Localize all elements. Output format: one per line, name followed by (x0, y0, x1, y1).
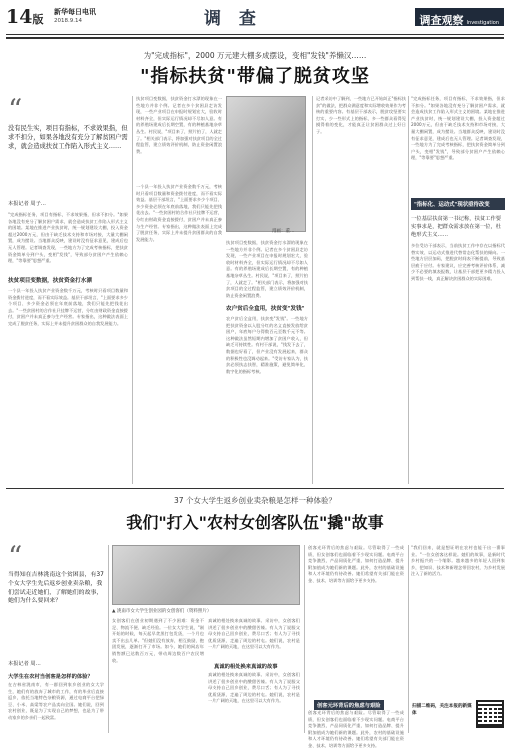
story1-lead-text: 没有民生实，项目有指标，不求效果指，但求不扣分，如果各地没有充分了解贫困户需求，就会造成扶贫工作陷入形式主义…… (8, 125, 128, 150)
quote-mark-icon: “ (8, 93, 23, 126)
sidebar-title: "指标化、运动式"现状亟待改变 (411, 198, 505, 210)
sidebar-lead: 一位基层扶贫第一书记称，扶贫工作要实事求是，把群众需求放在第一位，杜绝形式主义…… (411, 216, 502, 238)
story1-subtitle: 为"完成指标"，2000 万元建大棚多成摆设，变相"发钱"养懒汉…… (143, 51, 367, 60)
story1-subhead-1: 扶贫项目变数据，扶贫资金打水漂 (8, 278, 92, 284)
story1-column-2b: 一个县一年投入扶贫产业资金数千万元，考核时只看项目数量和资金拨付进度，而不看实际效益。基层干部坦言，"上面要求多少个项目、多少资金必须在年底前落地，我们只能先把钱花出去。"一些贫困村的合作社只挂牌不运营，分红由财政资金直接拨付，贫困户并未真正参与生产经营。专家指出，这种做法表面上完成了脱贫任务，实际上并未提升贫困群众的自我发展能力。 (136, 184, 222, 242)
story2-box-1: 大学生在农村当创客是怎样的体验？ (8, 674, 93, 680)
masthead-rule-thick (6, 37, 504, 39)
story-divider (6, 488, 504, 489)
story2-column-3a: 真诚的相处换来真诚的故事。采访中，女创客们讲述了很多创业中的酸甜苦辣。有人为了说服父母支持自己回乡创业，费尽口舌；有人为了寻找优质货源，走遍了周边的村屯。她们说，农村是一片广阔的天地，在这里可以大有作为。 (208, 618, 300, 650)
qr-code-icon[interactable] (476, 700, 504, 728)
column-divider (408, 545, 409, 733)
group-photo (112, 545, 300, 605)
story2-headline: 我们"打入"农村女创客队伍"撬"故事 (126, 513, 384, 532)
sidebar-text: 多位受访干部表示，当前扶贫工作中存在以指标代替实效、以运动式推进代替常态化帮扶的倾向。一些地方层层加码，把脱贫时间表不断提前，导致基层疲于应付。专家建议，应完善考核评价体系，减少不必要的填表报数，让基层干部把更多精力投入到帮扶一线，真正解决贫困群众的实际困难。 (411, 243, 505, 281)
story2-box-3: 创客元环背后的焦虑与艰险 (314, 700, 384, 710)
story1-byline: 本报记者 周子… (8, 201, 46, 207)
story1-column-1b: 一个县一年投入扶贫产业资金数千万元，考核时只看项目数量和资金拨付进度，而不看实际效益。基层干部坦言，"上面要求多少个项目、多少资金必须在年底前落地，我们只能先把钱花出去。"一些贫困村的合作社只挂牌不运营，分红由财政资金直接拨付，贫困户并未真正参与生产经营。专家指出，这种做法表面上完成了脱贫任务，实际上并未提升贫困群众的自我发展能力。 (8, 288, 128, 326)
masthead-rule (6, 34, 504, 35)
story2-column-4: 创客光环背后的焦虑与艰险。尽管取得了一些成绩，但女创客们也面临着不少现实问题。电商平台竞争激烈，产品同质化严重，如何打造品牌、提升附加值成为她们新的课题。此外，农村的基础设施和人才环境仍有待改善。她们希望有关部门能在资金、技术、培训等方面给予更多支持。 (308, 545, 404, 583)
story1-column-2a: 扶贫项目变数据，扶贫资金打水漂的现象在一些地方并非个例。记者在多个贫困县走访发现，一些产业项目在申报时规划宏大，验收时材料齐全，但实际运行情况却不尽如人意。有的养殖场建成后长期空置，有的种植基地杂草丛生。村民说，"项目来了，照片拍了，人就走了。"相关部门表示，将加强对扶贫项目的全过程监管，建立绩效评价机制，防止资金闲置浪费。 (136, 96, 222, 154)
column-divider (108, 545, 109, 733)
story2-box-2: 真诚的相处换来真诚的故事 (214, 664, 278, 670)
story2-byline: 本报记者 周… (8, 661, 41, 667)
sidebar-box (411, 198, 505, 465)
story1-subhead-2: 农户贫后全盒用，扶贫变"发钱" (226, 306, 305, 312)
story2-column-2: 女创客们在创业初期遇到了不少困难：资金不足、物流不便、缺乏经验。一位女大学生说，"刚开始的时候，每天起早贪黑打包发货，一个月也卖不出去几单。"但她们没有放弃，相互鼓励，抱团发展，逐渐打开了市场。如今，她们的网店年销售额已达数百万元，带动周边数百户农民增收。 (112, 618, 204, 663)
story1-headline: "指标扶贫"带偏了脱贫攻坚 (140, 66, 370, 87)
column-divider (304, 545, 305, 733)
column-logo: 调查观察 Investigation (415, 8, 504, 26)
story1-column-4: 记者采访中了解到，一些地方已开始纠正"指标扶贫"的做法，把群众满意度和实际增收效果作为考核的重要内容。有基层干部表示，脱贫攻坚要实打实，少一些形式上的指标，多一些群众看得见摸得着的变化，才能真正让贫困群众过上好日子。 (316, 96, 406, 134)
column-divider (132, 96, 133, 484)
cartoon-illustration (226, 96, 306, 232)
story1-lead (8, 93, 128, 151)
story2-lead-text: 当得知在吉林洮南这个贫困县，有37个女大学生先后返乡创业卖杂粮，我们尝试走近她们，了解她们的故事，她们为什么要回来？ (8, 572, 104, 605)
cartoon-credit: 漫画：董… (272, 229, 295, 234)
story1-column-3a: 扶贫项目变数据，扶贫资金打水漂的现象在一些地方并非个例。记者在多个贫困县走访发现，一些产业项目在申报时规划宏大，验收时材料齐全，但实际运行情况却不尽如人意。有的养殖场建成后长期空置，有的种植基地杂草丛生。村民说，"项目来了，照片拍了，人就走了。"相关部门表示，将加强对扶贫项目的全过程监管，建立绩效评价机制，防止资金闲置浪费。 (226, 240, 308, 298)
story2-column-1: 在吉林省洮南市，有一群回到家乡创业的女大学生，她们有的放弃了城市的工作，有的毕业后直接返乡，依托当地特色杂粮资源，通过电商平台把绿豆、小米、高粱等农产品卖向全国。她们说，回到农村创业，既是为了实现自己的梦想，也是为了带动家乡的乡亲们一起致富。 (8, 682, 104, 720)
photo-caption: ▲ 洮南市女大学生创业园的女创客们（资料照片） (112, 609, 212, 614)
paper-name: 新华每日电讯 (54, 8, 96, 16)
story2-subtitle: 37 个女大学生返乡创业卖杂粮是怎样一种体验？ (174, 496, 336, 505)
story2-column-3b: 真诚的相处换来真诚的故事。采访中，女创客们讲述了很多创业中的酸甜苦辣。有人为了说服父母支持自己回乡创业，费尽口舌；有人为了寻找优质货源，走遍了周边的村屯。她们说，农村是一片广阔的天地，在这里可以大有作为。 (208, 672, 300, 704)
story2-column-5: "我们回来，就是想证明在农村也能干出一番事业。"一位女创客这样说。她们的故事，是新时代乡村振兴的一个缩影。越来越多的年轻人回到家乡，把知识、技术和新理念带回农村，为乡村发展注入了新的活力。 (411, 545, 505, 577)
column-divider (312, 96, 313, 484)
column-divider (408, 96, 409, 484)
story1-column-5: "完成指标任务，项目有指标，不求效果指，但求不扣分。"如果各地没有充分了解贫困户需求，就会造成扶贫工作陷入形式主义的困境。某地在推进产业扶贫时，统一规划建设大棚，投入资金超过2000万元，但由于缺乏技术支持和市场对接，大量大棚闲置，成为摆设。当地群众反映，建设时没有征求意见，建成后也无人管理。记者调查发现，一些地方为了完成考核指标，把扶贫资金简单分到户头，变相"发钱"，导致部分贫困户产生依赖心理，"等靠要"思想严重。 (411, 96, 505, 161)
quote-mark-icon: “ (8, 540, 23, 573)
page-number: 14版 (6, 6, 44, 28)
story1-column-1: "完成指标任务，项目有指标，不求效果指，但求不扣分。"如果各地没有充分了解贫困户需求，就会造成扶贫工作陷入形式主义的困境。某地在推进产业扶贫时，统一规划建设大棚，投入资金超过2000万元，但由于缺乏技术支持和市场对接，大量大棚闲置，成为摆设。当地群众反映，建设时没有征求意见，建成后也无人管理。记者调查发现，一些地方为了完成考核指标，把扶贫资金简单分到户头，变相"发钱"，导致部分贫困户产生依赖心理，"等靠要"思想严重。 (8, 212, 128, 264)
story2-lead (8, 540, 104, 606)
story2-column-4b: 创客光环背后的焦虑与艰险。尽管取得了一些成绩，但女创客们也面临着不少现实问题。电商平台竞争激烈，产品同质化严重，如何打造品牌、提升附加值成为她们新的课题。此外，农村的基础设施和人才环境仍有待改善。她们希望有关部门能在资金、技术、培训等方面给予更多支持。 (308, 710, 404, 748)
masthead (6, 4, 504, 34)
qr-caption: 扫描二维码，关注本报的新媒体 (412, 704, 472, 716)
section-title: 调 查 (204, 9, 262, 29)
story1-column-3b: 农户贫后全盒用，扶贫变"发钱"。一些地方把扶贫资金以入股分红的名义直接发放给贫困户，年底每户分得数百元至数千元不等。这种做法虽然短期内增加了贫困户收入，但缺乏可持续性。有村干部说，"钱发下去了，数据也好看了，但产业没有发展起来，群众的积极性也没调动起来。"受访专家认为，扶贫必须扶志扶智，精准施策，避免简单化、数字化的指标考核。 (226, 316, 308, 374)
issue-date: 2018.9.14 (54, 18, 82, 24)
